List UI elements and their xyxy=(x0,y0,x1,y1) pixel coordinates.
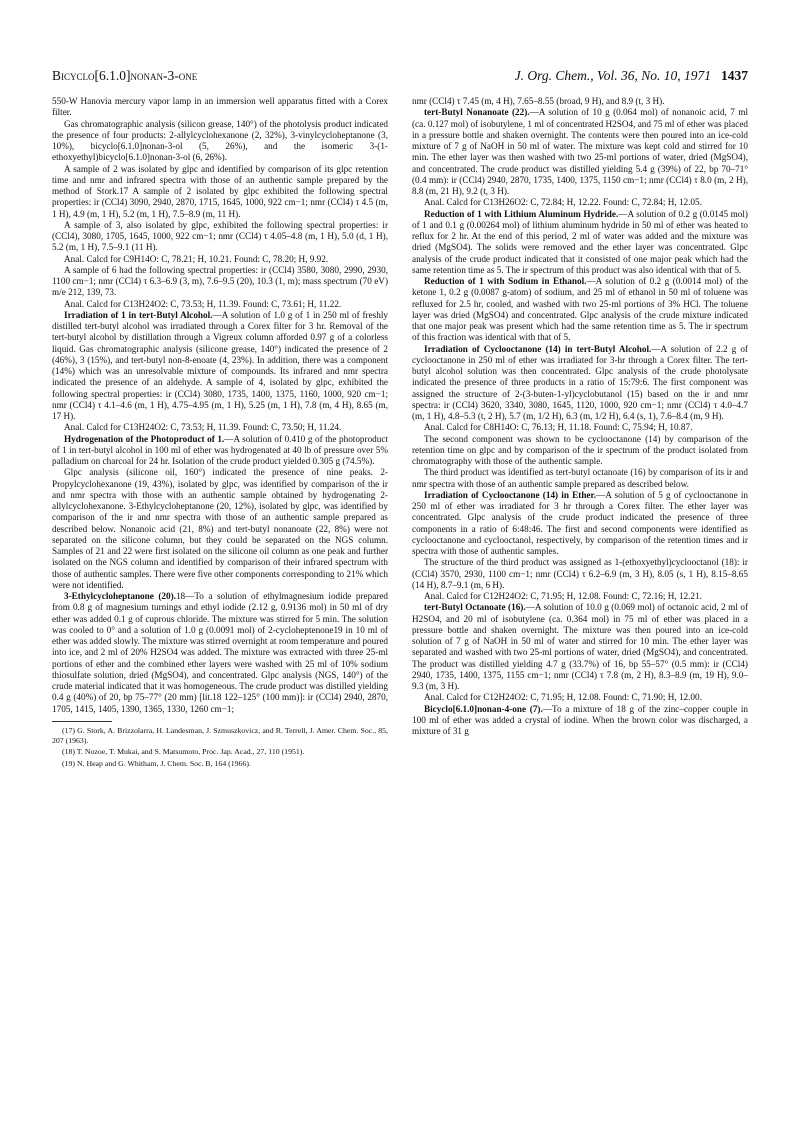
footnote: (18) T. Nozoe, T. Mukai, and S. Matsumoto, Proc. Jap. Acad., 27, 110 (1951). xyxy=(62,747,305,757)
paragraph xyxy=(412,107,748,197)
paragraph-text: —A solution of 0.2 g (0.0145 mol) of 1 and 0.1 g (0.00264 mol) of lithium aluminum hydride in 50 ml of ether was heated to reflux for 2 hr. At the end of this period, 2 ml of water was added and the mixture was dried (MgSO4). The solids were removed and the ether layer was concentrated. Glpc analysis of the crude product indicated that it consisted of one major peak which had the same retention time as 5. The ir spectrum of this product was also identical with that of 5. xyxy=(412,208,748,275)
paragraph xyxy=(412,490,748,558)
section-heading: tert-Butyl Nonanoate (22). xyxy=(424,107,530,118)
paragraph xyxy=(52,422,388,433)
paragraph-text: —A solution of 10 g (0.064 mol) of nonanoic acid, 7 ml (ca. 0.127 mol) of isobutylene, 1 ml of concentrated H2SO4, and 75 ml of ether was placed in a pressure bottle and shaken overnight. The contents were then poured into an ice-cold mixture of 7 g of NaOH in 50 ml of water. The mixture was kept cold and stirred for 10 min. The ether layer was then washed with two 25-ml portions of water, dried (MgSO4), and concentrated. The crude product was distilled yielding 5.4 g (39%) of 22, bp 70–71° (0.4 mm): ir (CCl4) 2940, 2870, 1735, 1400, 1375, 1150 cm−1; nmr (CCl4) τ 8.0 (m, 2 H), 8.8 (m, 21 H), 9.2 (t, 3 H). xyxy=(412,107,748,196)
left-paragraphs xyxy=(52,96,388,715)
right-column xyxy=(412,96,748,737)
journal-citation xyxy=(515,68,748,84)
section-heading: Irradiation of 1 in tert-Butyl Alcohol. xyxy=(64,309,213,320)
paragraph xyxy=(52,254,388,265)
section-heading: 3-Ethylcycloheptanone (20). xyxy=(64,591,176,601)
running-header xyxy=(52,68,748,88)
paragraph xyxy=(52,265,388,299)
right-paragraphs xyxy=(412,96,748,737)
section-heading: Irradiation of Cyclooctanone (14) in tert-Butyl Alcohol. xyxy=(424,343,652,354)
paragraph-text: Anal. Calcd for C13H24O2: C, 73.53; H, 11.39. Found: C, 73.50; H, 11.24. xyxy=(64,422,342,433)
paragraph xyxy=(412,209,748,277)
journal-name: J. Org. Chem., Vol. 36, No. 10, 1971 xyxy=(514,68,711,83)
paragraph xyxy=(52,591,388,715)
paragraph xyxy=(412,602,748,692)
paragraph-text: 18—To a solution of ethylmagnesium iodide prepared from 0.8 g of magnesium turnings and ethyl iodide (2.12 g, 0.9136 mol) in 50 ml of dry ether was added 0.1 g of cuprous chloride. The mixture was stirred for 5 min. The solution was cooled to 0° and a solution of 1.0 g (0.0091 mol) of 2-cycloheptenone19 in 10 ml of ether was added slowly. The mixture was stirred overnight at room temperature and poured into ice, and 2 ml of 20% H2SO4 was added. The mixture was extracted with three 25-ml portions of ether and the combined ether layers were washed with 25 ml of 10% sodium thiosulfate solution, dried (MgSO4), and concentrated. Glpc analysis (NGS, 140°) of the crude material indicated that it was homogeneous. The crude product was distilled yielding 0.4 g (40%) of 20, bp 75–77° (20 mm) [lit.18 122–125° (100 mm)]: ir (CCl4) 2940, 2870, 1705, 1415, 1405, 1390, 1365, 1330, 1260 cm−1; xyxy=(52,591,389,714)
paragraph-text: Glpc analysis (silicone oil, 160°) indicated the presence of nine peaks. 2-Propylcyclohexanone (19, 43%), isolated by glpc, was identified by comparison of the ir and nmr spectra with those with an authentic sample obtained by hydrogenating 2-allylcyclohexanone. 3-Ethylcycloheptanone (20, 12%), isolated by glpc, was identified by comparison of the ir and nmr spectra with those of an authentic sample prepared as described below. Nonanoic acid (21, 8%) and tert-butyl nonanoate (22, 8%) were not separated on the silicone column, but they could be separated on the NGS column. Samples of 21 and 22 were first isolated on the silicone oil column as one peak and further isolated on the NGS column and identified by comparison of their infrared spectrum with those of authentic samples. There were five other components corresponding to 21% which were not identified. xyxy=(52,467,388,590)
paragraph-text: A sample of 2 was isolated by glpc and identified by comparison of its glpc retention time and nmr and infrared spectra with those of an authentic sample prepared by the method of Stork.17 A sample of 2 isolated by glpc exhibited the following spectral properties: ir (CCl4) 3090, 2940, 2870, 1715, 1645, 1000, 922 cm−1; nmr (CCl4) τ 4.5 (m, 1 H), 4.9 (m, 1 H), 5.2 (m, 1 H), 7.5–8.9 (m, 11 H). xyxy=(52,163,388,219)
paragraph-text: A sample of 3, also isolated by glpc, exhibited the following spectral properties: ir (CCl4), 3080, 1705, 1645, 1000, 922 cm−1; nmr (CCl4) τ 4.05–4.8 (m, 1 H), 5.0 (d, 1 H), 5.2 (m, 1 H), 7.5–9.1 (11 H). xyxy=(52,219,388,253)
paragraph xyxy=(412,704,748,738)
footnotes xyxy=(52,726,388,769)
paragraph-text: Anal. Calcd for C12H24O2: C, 71.95; H, 12.08. Found: C, 71.90; H, 12.00. xyxy=(424,692,702,703)
paragraph xyxy=(52,119,388,164)
footnote: (17) G. Stork, A. Brizzolarra, H. Landesman, J. Szmuszkovicz, and R. Terrell, J. Amer. Chem. Soc., 85, 207 (1963). xyxy=(52,725,388,745)
paragraph xyxy=(412,434,748,468)
paragraph-text: A sample of 6 had the following spectral properties: ir (CCl4) 3580, 3080, 2990, 2930, 1100 cm−1; nmr (CCl4) τ 6.3–6.9 (3, m), 7.6–9.5 (20), 10.3 (1, m); mass spectrum (70 eV) m/e 212, 139, 73. xyxy=(52,264,388,298)
paragraph xyxy=(412,197,748,208)
paragraph-text: —A solution of 2.2 g of cyclooctanone in 250 ml of ether was irradiated for 3-hr through a Corex filter. The tert-butyl alcohol solution was then concentrated. Glpc analysis of the crude photolysate indicated the presence of three products in a ratio of 15:79:6. The first component was assigned the structure of 2-(3-buten-1-yl)cyclobutanol (15) based on the ir and nmr spectra: ir (CCl4) 3620, 3340, 3080, 1645, 1120, 1000, 920 cm−1; nmr (CCl4) τ 4.0–4.7 (m, 1 H), 4.8–5.3 (t, 2 H), 5.7 (m, 1/2 H), 6.3 (m, 1/2 H), 6.4 (s, 1), 7.6–8.4 (m, 9 H). xyxy=(412,343,748,421)
paragraph-text: —A solution of 10.0 g (0.069 mol) of octanoic acid, 2 ml of H2SO4, and 20 ml of isobutylene (ca. 0.364 mol) in 75 ml of ether was placed in a pressure bottle and shaken overnight. The mixture was then poured into an ice-cold solution of 7 g of NaOH in 50 ml of water and stirred for 10 min. The ether layer was separated and washed with two 25-ml portions of water, dried (MgSO4), and concentrated. The product was distilled yielding 4.7 g (33.7%) of 16, bp 55–57° (0.5 mm): ir (CCl4) 2940, 1735, 1400, 1375, 1155 cm−1; nmr (CCl4) τ 7.8 (m, 2 H), 8.3–8.9 (m, 19 H), 9.0–9.3 (m, 3 H). xyxy=(412,602,748,691)
paragraph xyxy=(52,467,388,591)
paragraph-text: The structure of the third product was assigned as 1-(ethoxyethyl)cyclooctanol (18): ir (CCl4) 3570, 2930, 1100 cm−1; nmr (CCl4) τ 6.2–6.9 (m, 3 H), 8.05 (s, 1 H), 8.15–8.65 (14 H), 8.7–9.1 (m, 6 H). xyxy=(412,557,748,590)
paragraph-text: nmr (CCl4) τ 7.45 (m, 4 H), 7.65–8.55 (broad, 9 H), and 8.9 (t, 3 H). xyxy=(412,96,665,106)
paragraph-text: The third product was identified as tert-butyl octanoate (16) by comparison of its ir and nmr spectra with those of an authentic sample prepared as described below. xyxy=(412,467,748,489)
paragraph xyxy=(412,467,748,490)
section-heading: Irradiation of Cyclooctanone (14) in Ether. xyxy=(424,489,597,500)
paragraph xyxy=(52,310,388,423)
paragraph xyxy=(412,557,748,591)
running-title: Bicyclo[6.1.0]nonan-3-one xyxy=(52,68,198,83)
section-heading: Bicyclo[6.1.0]nonan-4-one (7). xyxy=(424,703,543,714)
page-number: 1437 xyxy=(721,68,748,83)
paragraph-text: —To a mixture of 18 g of the zinc–copper couple in 100 ml of ether was added a crystal of iodine. When the brown color was discharged, a mixture of 31 g xyxy=(412,703,749,736)
paragraph-text: Anal. Calcd for C9H14O: C, 78.21; H, 10.21. Found: C, 78.20; H, 9.92. xyxy=(64,253,329,264)
paragraph xyxy=(52,96,388,119)
paragraph-text: —A solution of 5 g of cyclooctanone in 250 ml of ether was irradiated for 3 hr through a Corex filter. The ether layer was concentrated. Glpc analysis of the crude product indicated the presence of three components in a ratio of 6:48:46. The first and second components were identified as cyclooctanone and cyclooctanol, respectively, by comparison of the retention times and ir spectra with those of authentic samples. xyxy=(412,489,748,556)
footnote-rule xyxy=(52,721,112,722)
footnote: (19) N. Heap and G. Whitham, J. Chem. Soc. B, 164 (1966). xyxy=(62,759,251,769)
section-heading: tert-Butyl Octanoate (16). xyxy=(424,602,526,613)
section-heading: Hydrogenation of the Photoproduct of 1. xyxy=(64,433,225,444)
paragraph-text: Anal. Calcd for C12H24O2: C, 71.95; H, 12.08. Found: C, 72.16; H, 12.21. xyxy=(424,591,702,601)
paragraph-text: —A solution of 1.0 g of 1 in 250 ml of freshly distilled tert-butyl alcohol was irradiated through a Corex filter for 3 hr. Removal of the tert-butyl alcohol by distillation through a Vigreux column afforded 0.97 g of a colorless liquid. Gas chromatographic analysis (silicone grease, 140°) indicated the presence of 2 (46%), 3 (15%), and tert-butyl non-8-enoate (4, 23%). In addition, there was a component (14%) which was an unresolvable mixture of compounds. Its infrared and nmr spectra indicated the presence of an aldehyde. A sample of 4, isolated by glpc, exhibited the following spectral properties: ir (CCl4) 3080, 1735, 1400, 1375, 1160, 1000, 920 cm−1; nmr (CCl4) τ 4.1–4.6 (m, 1 H), 4.75–4.95 (m, 1 H), 5.25 (m, 1 H), 7.8 (m, 4 H), 8.65 (m, 17 H). xyxy=(52,309,388,421)
paragraph-text: —A solution of 0.2 g (0.0014 mol) of the ketone 1, 0.2 g (0.0087 g-atom) of sodium, and 25 ml of ethanol in 50 ml of toluene was refluxed for 2.5 hr, cooled, and washed with two 25-ml portions of 3% HCl. The toluene layer was dried (MgSO4) and concentrated. Glpc analysis of the crude mixture indicated that one major peak was present which had the same retention time as 5. The ir spectrum of this fraction was identical with that of 5. xyxy=(412,276,748,343)
paragraph-text: Anal. Calcd for C13H26O2: C, 72.84; H, 12.22. Found: C, 72.84; H, 12.05. xyxy=(424,197,702,208)
paragraph xyxy=(412,591,748,602)
paragraph xyxy=(412,692,748,703)
paragraph xyxy=(412,344,748,423)
paragraph-text: —A solution of 0.410 g of the photoproduct of 1 in tert-butyl alcohol in 100 ml of ether was hydrogenated at 40 lb of pressure over 5% palladium on charcoal for 24 hr. Isolation of the crude product yielded 0.305 g (74.5%). xyxy=(52,433,389,466)
paragraph xyxy=(52,299,388,310)
paragraph xyxy=(52,220,388,254)
paragraph-text: Gas chromatographic analysis (silicon grease, 140°) of the photolysis product indicated the presence of four products: 2-allylcyclohexanone (2, 32%), 3-vinylcycloheptanone (3, 10%), bicyclo[6.1.0]nonan-3-ol (5, 26%), and the isomeric 3-(1-ethoxyethyl)bicyclo[6.1.0]nonan-3-ol (6, 26%). xyxy=(52,118,388,163)
paragraph-text: Anal. Calcd for C13H24O2: C, 73.53; H, 11.39. Found: C, 73.61; H, 11.22. xyxy=(64,298,342,309)
paragraph-text: Anal. Calcd for C8H14O: C, 76.13; H, 11.18. Found: C, 75.94; H, 10.87. xyxy=(424,422,693,433)
paragraph xyxy=(412,422,748,433)
paragraph xyxy=(412,276,748,344)
paragraph xyxy=(52,164,388,220)
paragraph-text: 550-W Hanovia mercury vapor lamp in an immersion well apparatus fitted with a Corex filter. xyxy=(52,96,388,118)
section-heading: Reduction of 1 with Lithium Aluminum Hydride. xyxy=(424,208,619,219)
section-heading: Reduction of 1 with Sodium in Ethanol. xyxy=(424,276,587,286)
left-column xyxy=(52,96,388,771)
paragraph xyxy=(52,434,388,468)
paragraph-text: The second component was shown to be cyclooctanone (14) by comparison of the retention time on glpc and by comparison of the ir spectrum of the product isolated from chromatography with those of the authentic sample. xyxy=(412,433,748,466)
paragraph xyxy=(412,96,748,107)
